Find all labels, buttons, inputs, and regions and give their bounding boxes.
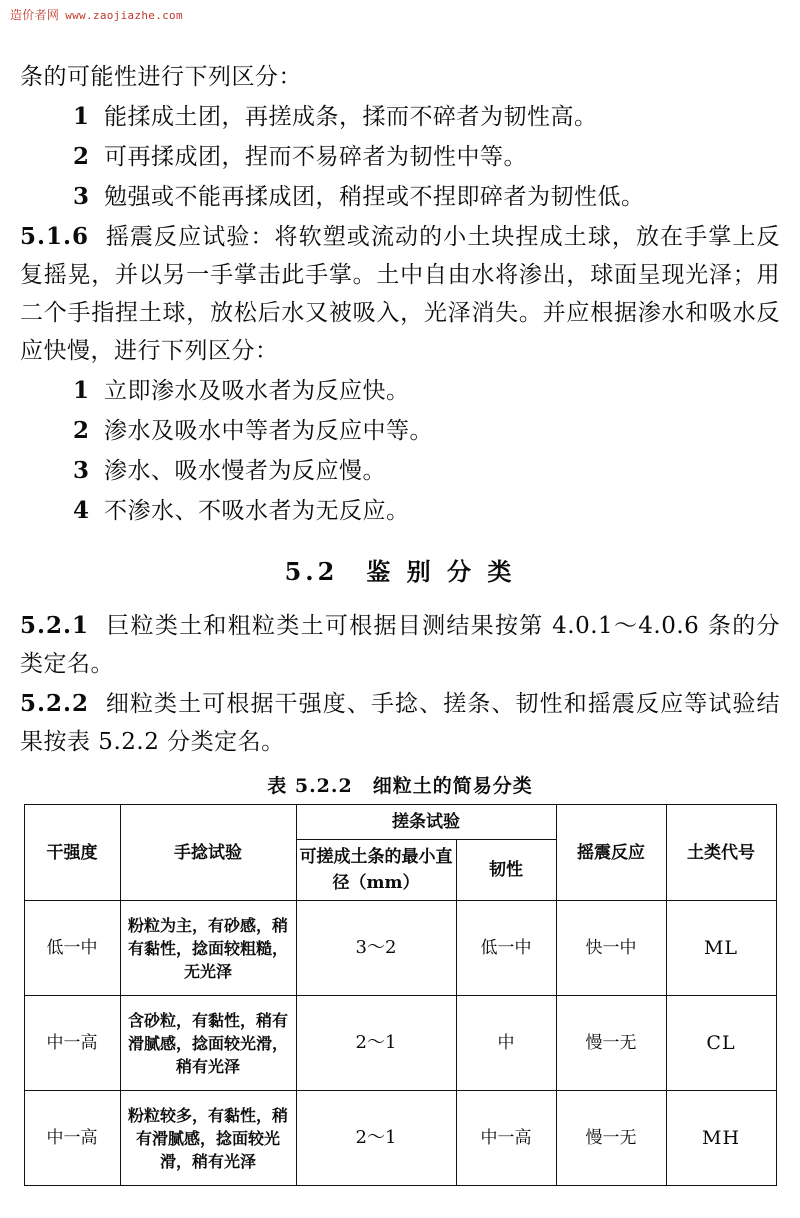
list-item-number: 1 (72, 103, 89, 130)
cell-hand-test: 粉粒较多，有黏性，稍有滑腻感，捻面较光滑，稍有光泽 (120, 1091, 296, 1186)
cell-dry-strength: 中一高 (24, 996, 120, 1091)
list-item-text: 可再揉成团，捏而不易碎者为韧性中等。 (104, 144, 527, 170)
clause-text: 摇震反应试验：将软塑或流动的小土块捏成土球，放在手掌上反复摇晃，并以另一手掌击此手掌。土中自由水将渗出，球面呈现光泽；用二个手指捏土球，放松后水又被吸入，光泽消失。并应根据渗水和吸水反应快慢，进行下列区分： (20, 224, 781, 364)
clause-text: 细粒类土可根据干强度、手捻、搓条、韧性和摇震反应等试验结果按表 5.2.2 分类定名。 (20, 691, 781, 755)
clause-5-2-2 (20, 685, 780, 761)
list-item-number: 1 (72, 377, 89, 404)
list-item-text: 能揉成土团，再搓成条，揉而不碎者为韧性高。 (104, 104, 598, 130)
clause-5-1-6 (20, 218, 780, 370)
cell-hand-test: 粉粒为主，有砂感，稍有黏性，捻面较粗糙，无光泽 (120, 901, 296, 996)
cell-min-diameter: 2～1 (296, 1091, 456, 1186)
header-shake-reaction: 摇震反应 (556, 805, 666, 901)
cell-shake-reaction: 慢一无 (556, 1091, 666, 1186)
list-item (20, 492, 780, 530)
cell-soil-code: CL (666, 996, 776, 1091)
header-dry-strength: 干强度 (24, 805, 120, 901)
watermark-label: 造价者网 (10, 8, 60, 22)
cell-toughness: 中一高 (456, 1091, 556, 1186)
list-item-number: 2 (72, 143, 89, 170)
clause-number: 5.2.2 (20, 690, 90, 717)
watermark (10, 6, 183, 23)
table-row (24, 996, 776, 1091)
cell-dry-strength: 低一中 (24, 901, 120, 996)
list-item (20, 412, 780, 450)
list-item (20, 138, 780, 176)
list-item-text: 渗水及吸水中等者为反应中等。 (104, 418, 433, 444)
section-title: 5.2 鉴 别 分 类 (284, 557, 516, 586)
list-item (20, 372, 780, 410)
list-item-number: 2 (72, 417, 89, 444)
cell-shake-reaction: 快一中 (556, 901, 666, 996)
soil-classification-table (24, 804, 777, 1186)
cell-toughness: 低一中 (456, 901, 556, 996)
list-item-text: 立即渗水及吸水者为反应快。 (104, 378, 410, 404)
header-hand-test: 手捻试验 (120, 805, 296, 901)
list-item-number: 4 (72, 497, 89, 524)
table-header-row (24, 805, 776, 840)
clause-text: 巨粒类土和粗粒类土可根据目测结果按第 4.0.1～4.0.6 条的分类定名。 (20, 613, 780, 677)
cell-min-diameter: 2～1 (296, 996, 456, 1091)
list-item-number: 3 (72, 457, 89, 484)
table-caption: 表 5.2.2 细粒土的简易分类 (267, 775, 533, 797)
list-item (20, 98, 780, 136)
header-soil-code: 土类代号 (666, 805, 776, 901)
cell-dry-strength: 中一高 (24, 1091, 120, 1186)
page-content (20, 58, 780, 1186)
list-item-text: 勉强或不能再揉成团，稍捏或不捏即碎者为韧性低。 (104, 184, 645, 210)
list-item (20, 178, 780, 216)
clause-number: 5.2.1 (20, 612, 90, 639)
lead-line: 条的可能性进行下列区分： (20, 64, 302, 90)
list-item-text: 渗水、吸水慢者为反应慢。 (104, 458, 386, 484)
list-item (20, 452, 780, 490)
cell-toughness: 中 (456, 996, 556, 1091)
clause-number: 5.1.6 (20, 223, 90, 250)
header-min-diameter: 可搓成土条的最小直径（mm） (296, 840, 456, 901)
list-item-number: 3 (72, 183, 89, 210)
table-row (24, 901, 776, 996)
header-toughness: 韧性 (456, 840, 556, 901)
clause-5-2-1 (20, 607, 780, 683)
list-item-text: 不渗水、不吸水者为无反应。 (104, 498, 410, 524)
table-row (24, 1091, 776, 1186)
cell-min-diameter: 3～2 (296, 901, 456, 996)
cell-hand-test: 含砂粒，有黏性，稍有滑腻感，捻面较光滑，稍有光泽 (120, 996, 296, 1091)
header-roll-test-group: 搓条试验 (296, 805, 556, 840)
cell-shake-reaction: 慢一无 (556, 996, 666, 1091)
watermark-site: www.zaojiazhe.com (65, 9, 183, 22)
cell-soil-code: MH (666, 1091, 776, 1186)
cell-soil-code: ML (666, 901, 776, 996)
